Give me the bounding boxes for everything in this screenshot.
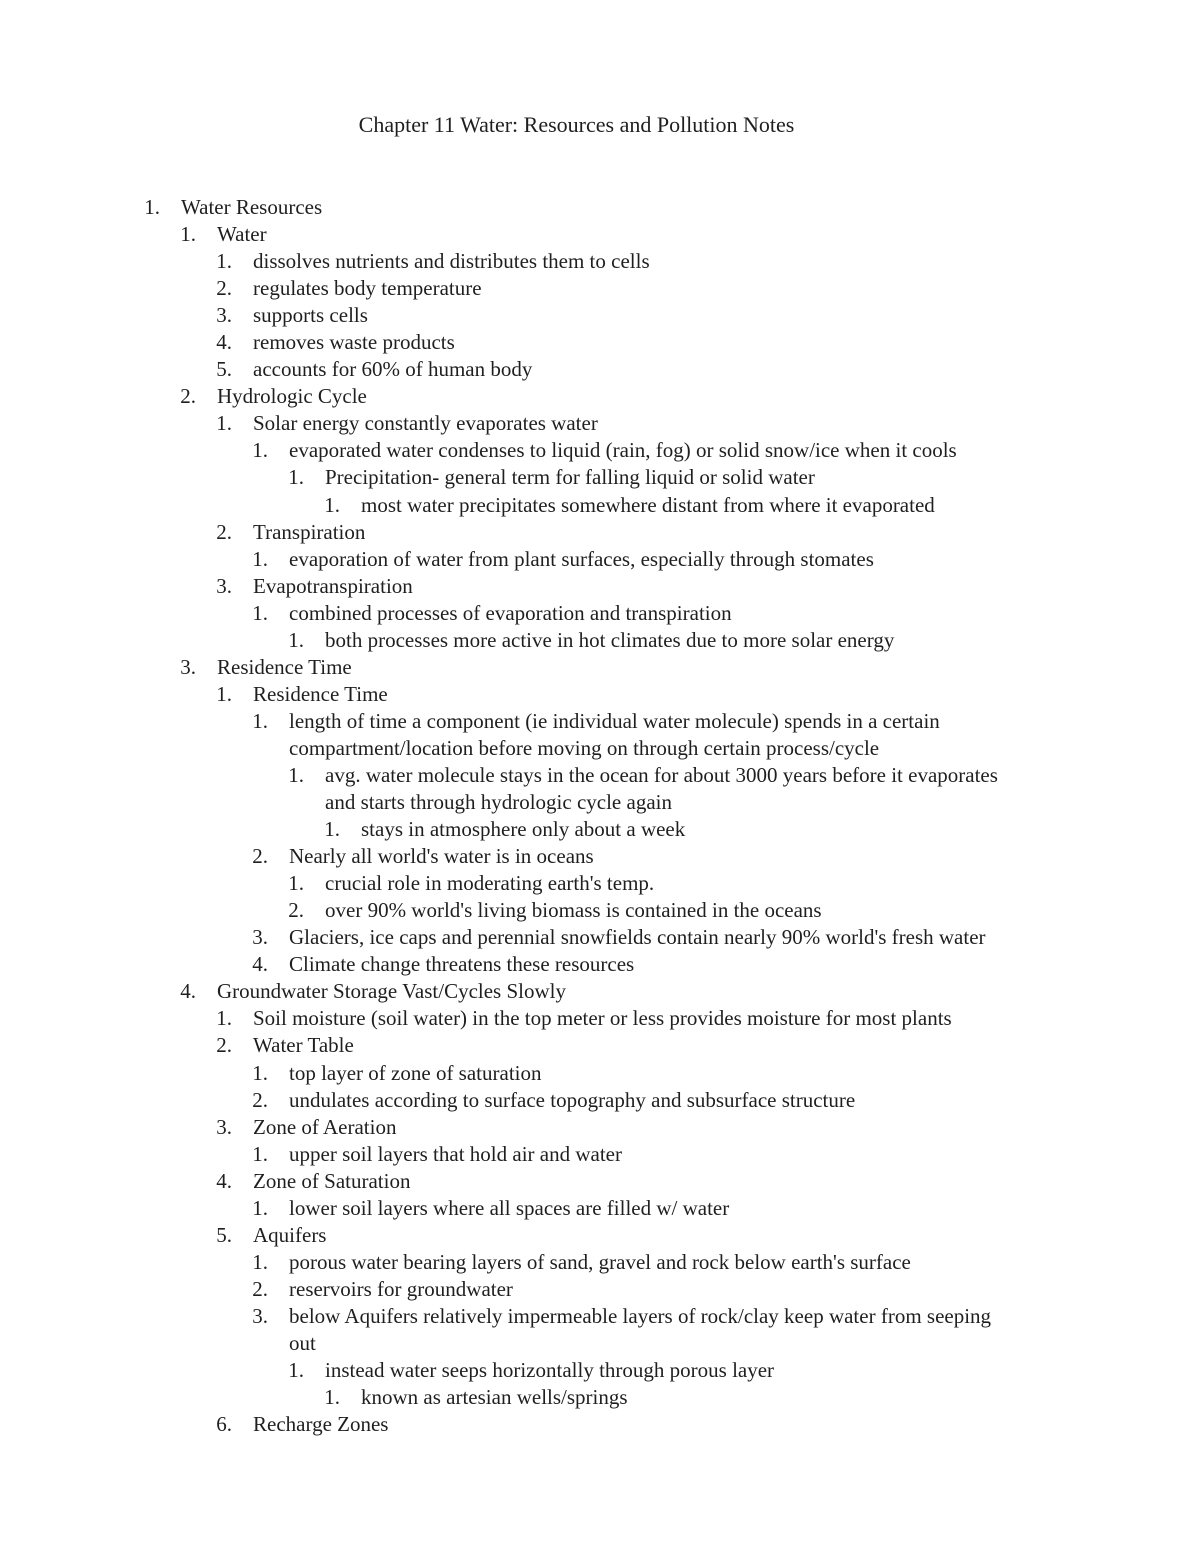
outline-item-text: dissolves nutrients and distributes them to cells bbox=[253, 249, 650, 274]
outline-item bbox=[0, 789, 1200, 816]
outline-item bbox=[0, 978, 1200, 1005]
outline-item-number: 3. bbox=[252, 1303, 268, 1328]
outline-item bbox=[0, 924, 1200, 951]
outline-item-text: over 90% world's living biomass is contained in the oceans bbox=[325, 898, 822, 923]
outline-item-number: 2. bbox=[216, 1033, 232, 1058]
outline-item bbox=[0, 221, 1200, 248]
outline-item-number: 2. bbox=[288, 898, 304, 923]
outline-item-text: Precipitation- general term for falling liquid or solid water bbox=[325, 465, 815, 490]
outline-item-number: 2. bbox=[216, 519, 232, 544]
outline-item-text: Evapotranspiration bbox=[253, 573, 413, 598]
outline-item-number: 1. bbox=[180, 222, 196, 247]
outline-item bbox=[0, 735, 1200, 762]
outline-item bbox=[0, 1330, 1200, 1357]
outline-item-number: 2. bbox=[252, 1276, 268, 1301]
outline-item bbox=[0, 1005, 1200, 1032]
outline-item-text: regulates body temperature bbox=[253, 276, 482, 301]
outline-item-text: combined processes of evaporation and transpiration bbox=[289, 600, 732, 625]
outline-item bbox=[0, 519, 1200, 546]
outline-item-number: 4. bbox=[252, 952, 268, 977]
outline-item-text: Glaciers, ice caps and perennial snowfields contain nearly 90% world's fresh water bbox=[289, 925, 986, 950]
outline-item-number: 1. bbox=[252, 1195, 268, 1220]
outline-item-text: Hydrologic Cycle bbox=[217, 384, 367, 409]
outline-item bbox=[0, 194, 1200, 221]
outline-item bbox=[0, 1411, 1200, 1438]
outline-item-text: Residence Time bbox=[253, 681, 388, 706]
outline-item-text: Zone of Saturation bbox=[253, 1168, 411, 1193]
outline-item-number: 1. bbox=[288, 1358, 304, 1383]
outline-item-number: 1. bbox=[324, 1385, 340, 1410]
notes-outline bbox=[0, 194, 1200, 1438]
outline-item bbox=[0, 681, 1200, 708]
outline-item bbox=[0, 383, 1200, 410]
outline-item-text: Water Table bbox=[253, 1033, 354, 1058]
outline-item bbox=[0, 1087, 1200, 1114]
outline-item-text: compartment/location before moving on through certain process/cycle bbox=[289, 735, 880, 760]
outline-item-text: Soil moisture (soil water) in the top meter or less provides moisture for most plants bbox=[253, 1006, 952, 1031]
outline-item bbox=[0, 329, 1200, 356]
outline-item bbox=[0, 464, 1200, 491]
outline-item-number: 2. bbox=[252, 1087, 268, 1112]
outline-item-text: Water Resources bbox=[181, 195, 323, 219]
outline-item bbox=[0, 762, 1200, 789]
outline-item-text: Transpiration bbox=[253, 519, 366, 544]
outline-item-number: 1. bbox=[252, 708, 268, 733]
outline-item bbox=[0, 573, 1200, 600]
outline-item-number: 3. bbox=[180, 654, 196, 679]
outline-item-text: Recharge Zones bbox=[253, 1412, 389, 1437]
outline-item-text: supports cells bbox=[253, 303, 368, 328]
outline-item-number: 4. bbox=[216, 1168, 232, 1193]
outline-item bbox=[0, 1249, 1200, 1276]
outline-item-text: Water bbox=[217, 222, 267, 247]
outline-item-number: 4. bbox=[216, 330, 232, 355]
outline-item-text: below Aquifers relatively impermeable layers of rock/clay keep water from seeping bbox=[289, 1303, 992, 1328]
outline-item bbox=[0, 627, 1200, 654]
outline-item bbox=[0, 843, 1200, 870]
outline-item-text: Groundwater Storage Vast/Cycles Slowly bbox=[217, 979, 566, 1004]
outline-item-text: and starts through hydrologic cycle again bbox=[325, 790, 672, 815]
outline-item bbox=[0, 654, 1200, 681]
outline-item-text: Solar energy constantly evaporates water bbox=[253, 411, 598, 436]
outline-item-number: 1. bbox=[216, 1006, 232, 1031]
outline-item-text: stays in atmosphere only about a week bbox=[361, 817, 686, 842]
outline-item-text: most water precipitates somewhere distant from where it evaporated bbox=[361, 492, 935, 517]
outline-item bbox=[0, 1195, 1200, 1222]
outline-item bbox=[0, 897, 1200, 924]
outline-item-text: known as artesian wells/springs bbox=[361, 1385, 628, 1410]
outline-item-text: Nearly all world's water is in oceans bbox=[289, 844, 594, 869]
outline-item-text: undulates according to surface topography and subsurface structure bbox=[289, 1087, 856, 1112]
outline-item-text: lower soil layers where all spaces are filled w/ water bbox=[289, 1195, 730, 1220]
outline-item bbox=[0, 1357, 1200, 1384]
outline-item-number: 5. bbox=[216, 1222, 232, 1247]
outline-item bbox=[0, 1032, 1200, 1059]
outline-item-number: 3. bbox=[252, 925, 268, 950]
outline-item-text: Zone of Aeration bbox=[253, 1114, 397, 1139]
outline-item bbox=[0, 275, 1200, 302]
outline-item-text: Residence Time bbox=[217, 654, 352, 679]
outline-item-number: 2. bbox=[180, 384, 196, 409]
outline-item bbox=[0, 600, 1200, 627]
outline-item bbox=[0, 1168, 1200, 1195]
outline-item bbox=[0, 1303, 1200, 1330]
outline-item-text: evaporation of water from plant surfaces, especially through stomates bbox=[289, 546, 874, 571]
outline-item-number: 1. bbox=[216, 249, 232, 274]
outline-item-number: 1. bbox=[252, 1060, 268, 1085]
outline-item-number: 6. bbox=[216, 1412, 232, 1437]
outline-item-text: top layer of zone of saturation bbox=[289, 1060, 542, 1085]
outline-item bbox=[0, 546, 1200, 573]
outline-item-number: 1. bbox=[324, 817, 340, 842]
outline-item bbox=[0, 437, 1200, 464]
outline-item-number: 4. bbox=[180, 979, 196, 1004]
outline-item-number: 1. bbox=[216, 411, 232, 436]
outline-item bbox=[0, 248, 1200, 275]
outline-item-number: 2. bbox=[216, 276, 232, 301]
outline-item bbox=[0, 1114, 1200, 1141]
outline-item-number: 1. bbox=[252, 1249, 268, 1274]
outline-item-number: 1. bbox=[252, 600, 268, 625]
outline-item bbox=[0, 951, 1200, 978]
outline-item bbox=[0, 492, 1200, 519]
outline-item-text: porous water bearing layers of sand, gravel and rock below earth's surface bbox=[289, 1249, 911, 1274]
outline-item-number: 1. bbox=[252, 546, 268, 571]
outline-item bbox=[0, 302, 1200, 329]
outline-item-number: 1. bbox=[216, 681, 232, 706]
outline-item bbox=[0, 816, 1200, 843]
outline-item bbox=[0, 1141, 1200, 1168]
outline-item-number: 5. bbox=[216, 357, 232, 382]
outline-item-text: both processes more active in hot climates due to more solar energy bbox=[325, 627, 895, 652]
outline-item-text: upper soil layers that hold air and water bbox=[289, 1141, 622, 1166]
outline-item-text: Aquifers bbox=[253, 1222, 327, 1247]
outline-item-text: evaporated water condenses to liquid (rain, fog) or solid snow/ice when it cools bbox=[289, 438, 957, 463]
outline-item bbox=[0, 1060, 1200, 1087]
outline-item-text: Climate change threatens these resources bbox=[289, 952, 635, 977]
outline-item-number: 3. bbox=[216, 573, 232, 598]
outline-item-number: 1. bbox=[288, 871, 304, 896]
outline-item-text: crucial role in moderating earth's temp. bbox=[325, 871, 655, 896]
outline-item-text: removes waste products bbox=[253, 330, 455, 355]
outline-item-text: out bbox=[289, 1330, 316, 1355]
outline-item-number: 3. bbox=[216, 303, 232, 328]
outline-item bbox=[0, 708, 1200, 735]
outline-item bbox=[0, 1222, 1200, 1249]
page-title: Chapter 11 Water: Resources and Pollution Notes bbox=[358, 112, 795, 137]
outline-item-text: reservoirs for groundwater bbox=[289, 1276, 513, 1301]
outline-item-number: 3. bbox=[216, 1114, 232, 1139]
outline-item-number: 1. bbox=[288, 627, 304, 652]
outline-item bbox=[0, 1384, 1200, 1411]
outline-item-text: accounts for 60% of human body bbox=[253, 357, 533, 382]
outline-item-number: 1. bbox=[144, 195, 160, 219]
outline-item-text: avg. water molecule stays in the ocean for about 3000 years before it evaporates bbox=[325, 762, 998, 787]
outline-item-number: 1. bbox=[288, 762, 304, 787]
outline-item bbox=[0, 356, 1200, 383]
outline-item bbox=[0, 870, 1200, 897]
outline-item-number: 1. bbox=[252, 438, 268, 463]
outline-item-text: instead water seeps horizontally through porous layer bbox=[325, 1358, 775, 1383]
outline-item bbox=[0, 410, 1200, 437]
outline-item-number: 1. bbox=[252, 1141, 268, 1166]
outline-item-number: 2. bbox=[252, 844, 268, 869]
outline-item-text: length of time a component (ie individual water molecule) spends in a certain bbox=[289, 708, 940, 733]
outline-item-number: 1. bbox=[288, 465, 304, 490]
outline-item-number: 1. bbox=[324, 492, 340, 517]
outline-item bbox=[0, 1276, 1200, 1303]
